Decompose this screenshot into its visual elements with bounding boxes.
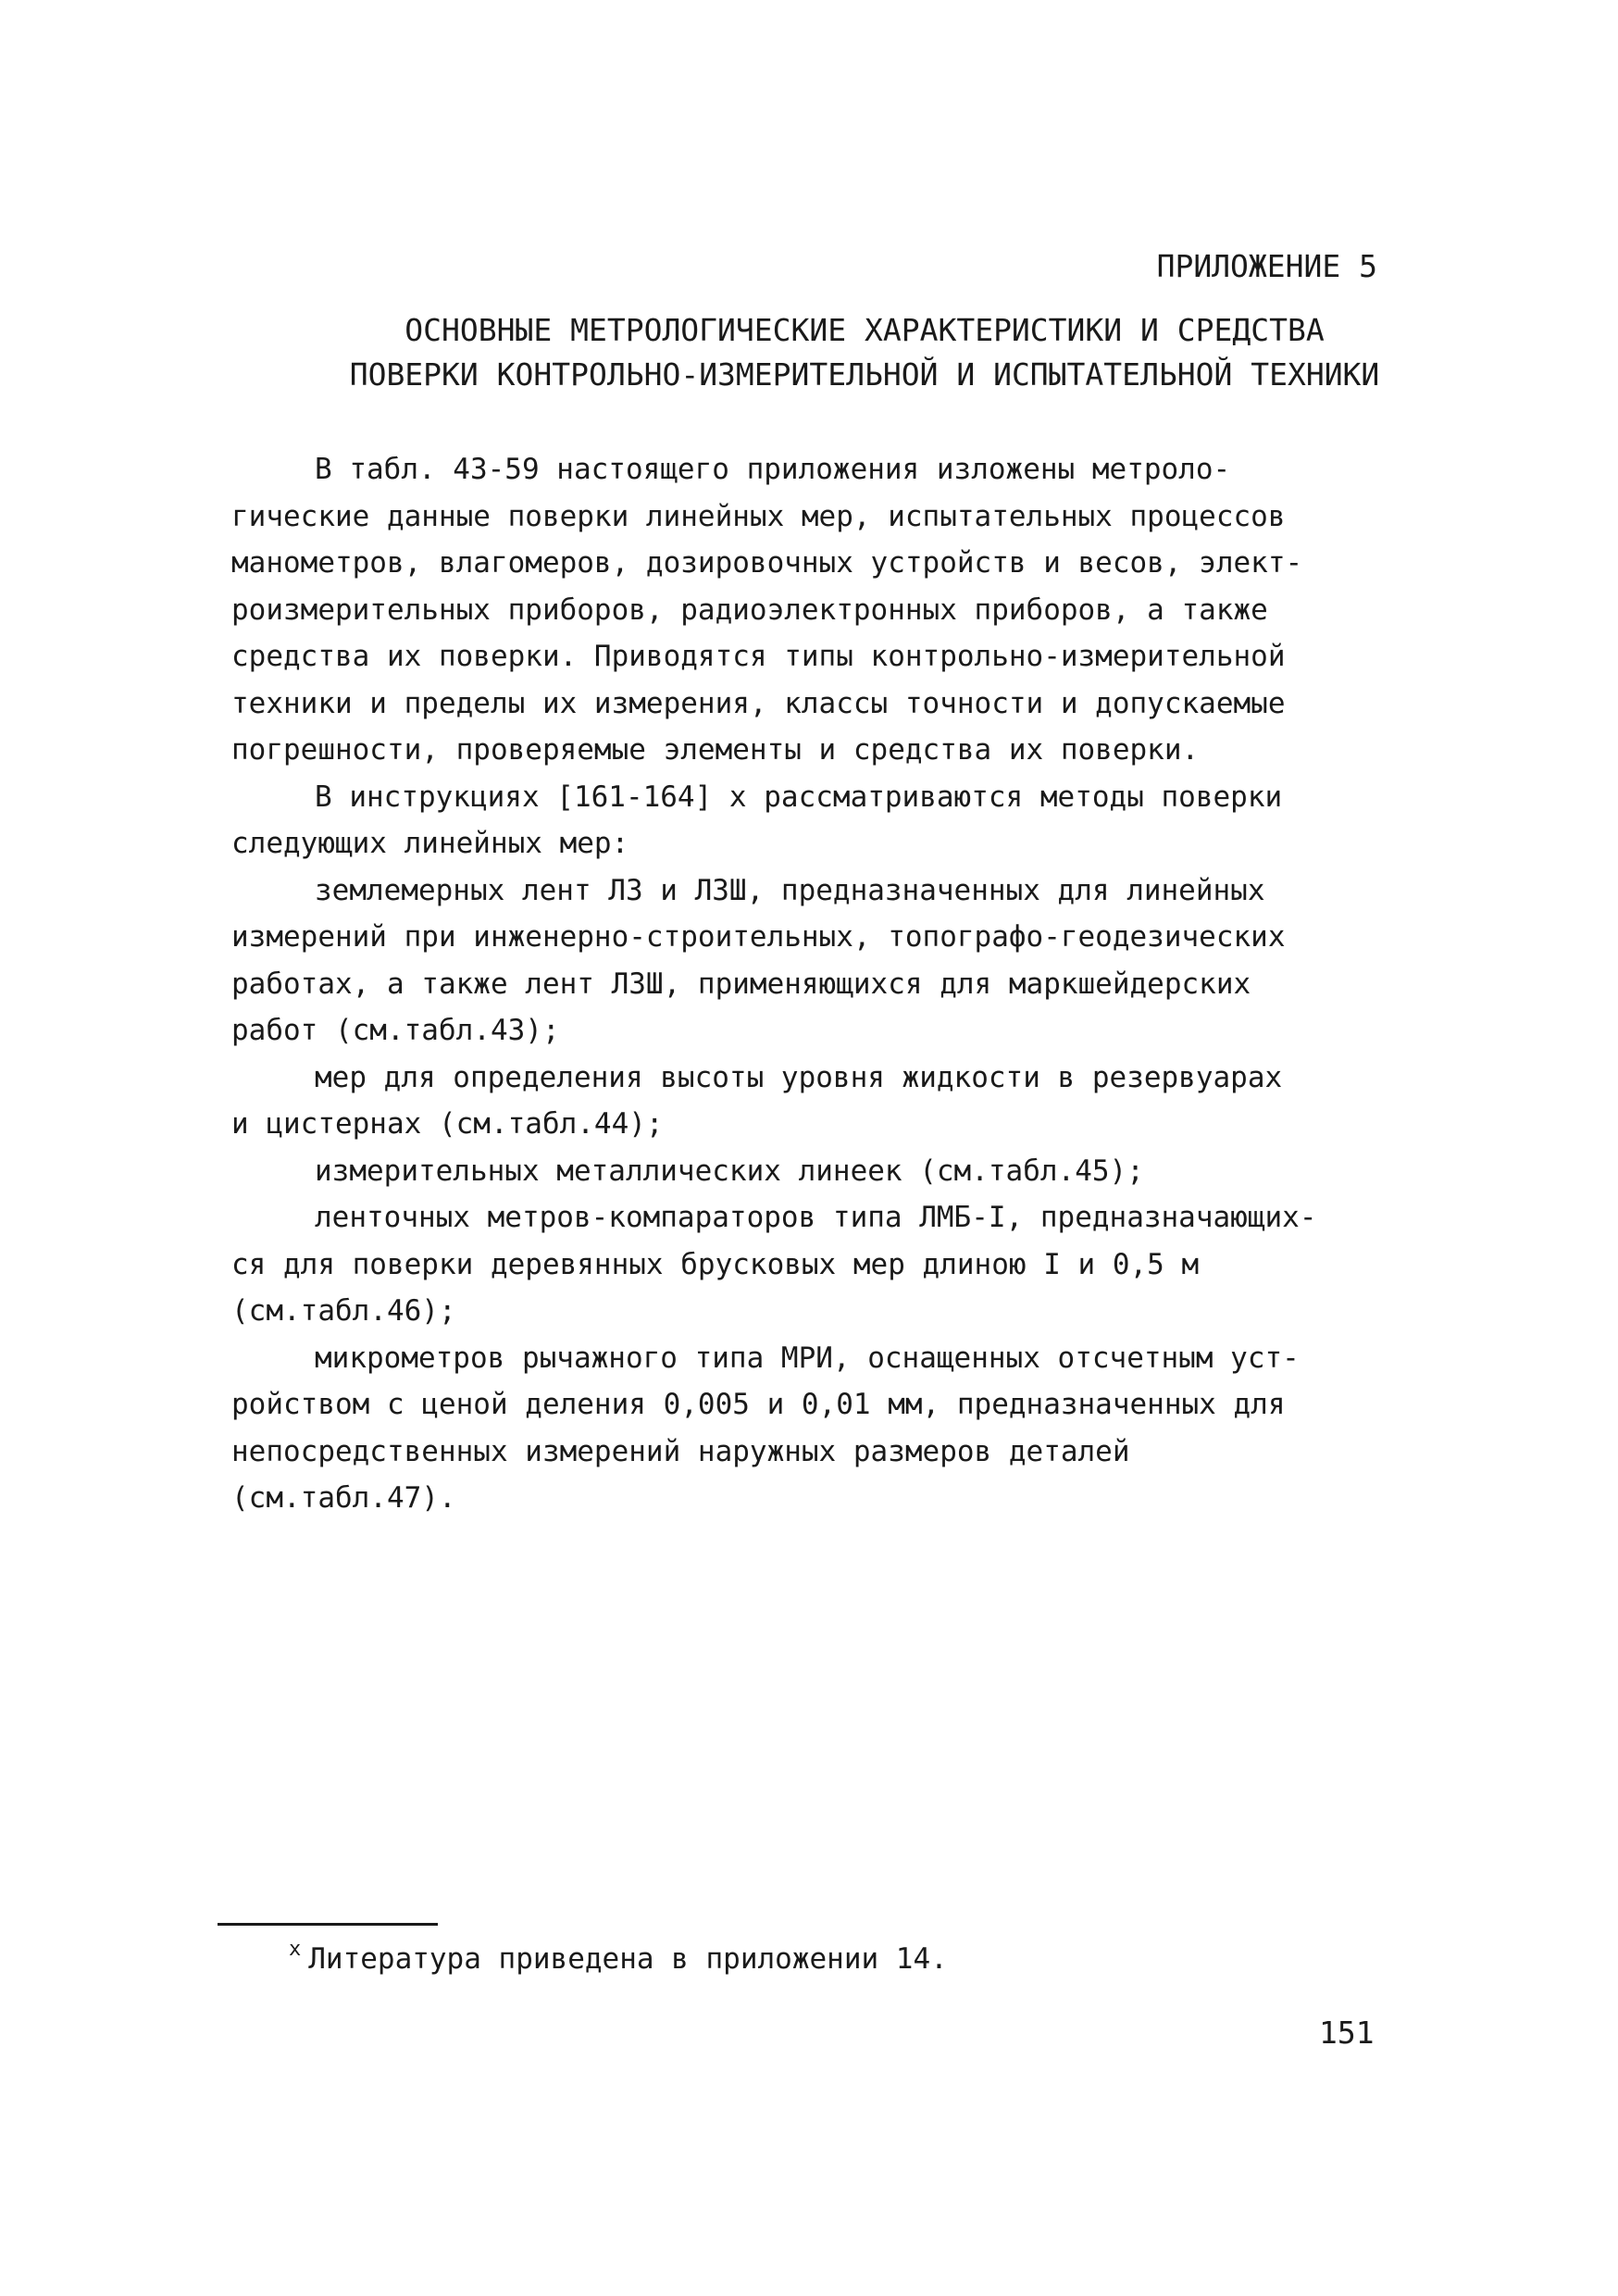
footnote-divider xyxy=(218,1923,438,1926)
list-item-line: ройством с ценой деления 0,005 и 0,01 мм, предназначенных для xyxy=(231,1388,1286,1421)
paragraph-line: манометров, влагомеров, дозировочных устройств и весов, элект- xyxy=(231,546,1303,580)
title-line: ПОВЕРКИ КОНТРОЛЬНО-ИЗМЕРИТЕЛЬНОЙ И ИСПЫТАТЕЛЬНОЙ ТЕХНИКИ xyxy=(349,356,1380,393)
list-item-line: ленточных метров-компараторов типа ЛМБ-I, предназначающих- xyxy=(315,1201,1317,1234)
list-item-line: непосредственных измерений наружных размеров деталей xyxy=(231,1434,1130,1468)
list-item-line: измерений при инженерно-строительных, топографо-геодезических xyxy=(231,920,1286,954)
paragraph-line: погрешности, проверяемые элементы и средства их поверки. xyxy=(231,733,1200,767)
paragraph-line: В инструкциях [161-164] x рассматриваются методы поверки xyxy=(315,780,1283,814)
paragraph-line: гические данные поверки линейных мер, испытательных процессов xyxy=(231,499,1286,533)
list-item-line: и цистернах (см.табл.44); xyxy=(231,1107,664,1141)
list-item-line: (см.табл.47). xyxy=(231,1481,456,1515)
footnote xyxy=(289,1938,948,1976)
list-item-line: микрометров рычажного типа МРИ, оснащенных отсчетным уст- xyxy=(315,1341,1300,1375)
list-item-line: мер для определения высоты уровня жидкости в резервуарах xyxy=(315,1060,1283,1094)
paragraph-line: следующих линейных мер: xyxy=(231,827,629,860)
footnote-mark: x xyxy=(289,1938,302,1961)
list-item-line: землемерных лент ЛЗ и ЛЗШ, предназначенных для линейных xyxy=(315,873,1265,907)
title-line: ОСНОВНЫЕ МЕТРОЛОГИЧЕСКИЕ ХАРАКТЕРИСТИКИ И СРЕДСТВА xyxy=(404,312,1325,348)
body-text xyxy=(231,446,1435,1522)
list-item-line: измерительных металлических линеек (см.табл.45); xyxy=(315,1154,1144,1188)
paragraph-line: средства их поверки. Приводятся типы контрольно-измерительной xyxy=(231,640,1286,673)
list-item-line: работ (см.табл.43); xyxy=(231,1014,560,1047)
appendix-label: ПРИЛОЖЕНИЕ 5 xyxy=(1156,248,1377,284)
paragraph-line: техники и пределы их измерения, классы точности и допускаемые xyxy=(231,686,1286,720)
paragraph-line: В табл. 43-59 настоящего приложения изложены метроло- xyxy=(315,453,1231,486)
footnote-text: Литература приведена в приложении 14. xyxy=(308,1942,948,1976)
list-item-line: (см.табл.46); xyxy=(231,1294,456,1328)
list-item-line: ся для поверки деревянных брусковых мер длиною I и 0,5 м xyxy=(231,1247,1200,1281)
page-number: 151 xyxy=(1319,2015,1375,2051)
document-title xyxy=(0,308,1618,397)
list-item-line: работах, а также лент ЛЗШ, применяющихся для маркшейдерских xyxy=(231,967,1251,1001)
paragraph-line: роизмерительных приборов, радиоэлектронных приборов, а также xyxy=(231,593,1268,627)
